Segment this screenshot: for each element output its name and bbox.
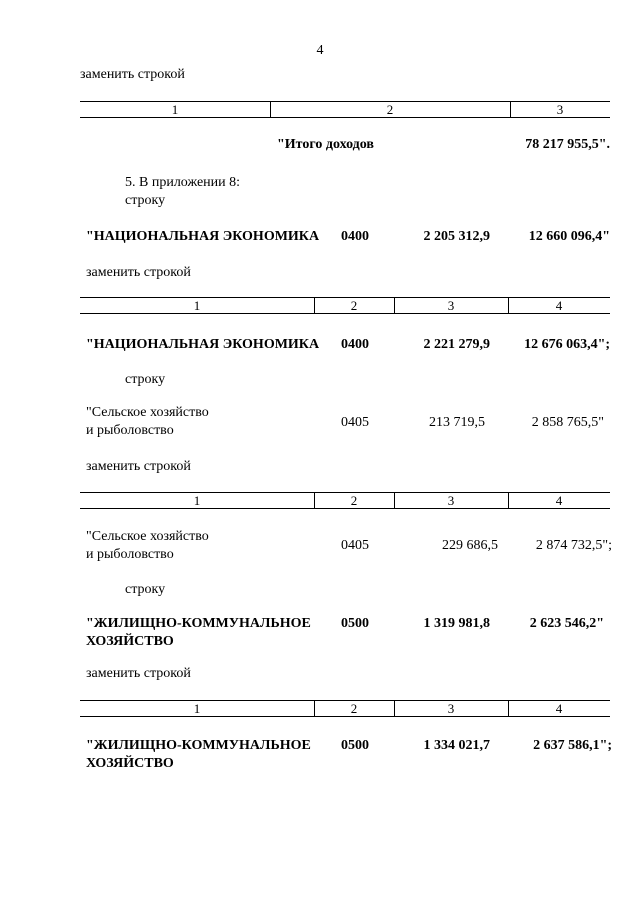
replace-with-line-label: заменить строкой (86, 265, 191, 280)
col-header-2: 2 (386, 102, 394, 117)
row-name-line-2: ХОЗЯЙСТВО (86, 756, 174, 771)
row-value-2: 2 623 546,2" (529, 616, 604, 631)
column-header-row (80, 492, 610, 509)
row-name-line-1: "ЖИЛИЩНО-КОММУНАЛЬНОЕ (86, 738, 311, 753)
row-value-2: 2 874 732,5"; (535, 538, 612, 553)
col-header-1: 1 (193, 298, 201, 313)
row-name-line-1: "ЖИЛИЩНО-КОММУНАЛЬНОЕ (86, 616, 311, 631)
replace-with-line-label: заменить строкой (86, 459, 191, 474)
row-value-1: 1 334 021,7 (423, 738, 490, 753)
col-header-2: 2 (350, 701, 358, 716)
column-header-row (80, 700, 610, 717)
page-number: 4 (316, 43, 324, 58)
row-value-1: 229 686,5 (442, 538, 498, 553)
row-value-2: 12 660 096,4" (528, 229, 610, 244)
col-header-3: 3 (447, 701, 455, 716)
col-header-3: 3 (447, 298, 455, 313)
col-header-4: 4 (555, 493, 563, 508)
row-code: 0400 (341, 229, 369, 244)
row-code: 0405 (341, 538, 369, 553)
total-income-value: 78 217 955,5". (525, 137, 610, 152)
row-value-1: 2 205 312,9 (423, 229, 490, 244)
col-header-4: 4 (555, 298, 563, 313)
line-label: строку (125, 193, 166, 208)
row-name-line-2: и рыболовство (86, 547, 174, 562)
col-header-1: 1 (193, 493, 201, 508)
row-code: 0500 (341, 738, 369, 753)
replace-with-line-label: заменить строкой (80, 67, 185, 82)
row-code: 0500 (341, 616, 369, 631)
row-code: 0400 (341, 337, 369, 352)
row-value-2: 2 637 586,1"; (533, 738, 612, 753)
row-value-1: 2 221 279,9 (423, 337, 490, 352)
column-header-row (80, 297, 610, 314)
col-header-3: 3 (556, 102, 564, 117)
row-value-2: 12 676 063,4"; (524, 337, 610, 352)
line-label: строку (125, 372, 166, 387)
row-name-line-1: "Сельское хозяйство (86, 529, 209, 544)
row-name-line-1: "Сельское хозяйство (86, 405, 209, 420)
row-value-2: 2 858 765,5" (531, 415, 604, 430)
section-heading: 5. В приложении 8: (125, 175, 241, 190)
total-income-label: "Итого доходов (277, 137, 374, 152)
col-header-3: 3 (447, 493, 455, 508)
row-name-line-2: и рыболовство (86, 423, 174, 438)
col-header-1: 1 (171, 102, 179, 117)
row-name: "НАЦИОНАЛЬНАЯ ЭКОНОМИКА (86, 229, 320, 244)
row-value-1: 213 719,5 (429, 415, 485, 430)
col-header-2: 2 (350, 493, 358, 508)
col-header-4: 4 (555, 701, 563, 716)
row-value-1: 1 319 981,8 (423, 616, 490, 631)
col-header-2: 2 (350, 298, 358, 313)
col-header-1: 1 (193, 701, 201, 716)
line-label: строку (125, 582, 166, 597)
column-header-row (80, 101, 610, 118)
row-code: 0405 (341, 415, 369, 430)
replace-with-line-label: заменить строкой (86, 666, 191, 681)
row-name-line-2: ХОЗЯЙСТВО (86, 634, 174, 649)
row-name: "НАЦИОНАЛЬНАЯ ЭКОНОМИКА (86, 337, 320, 352)
